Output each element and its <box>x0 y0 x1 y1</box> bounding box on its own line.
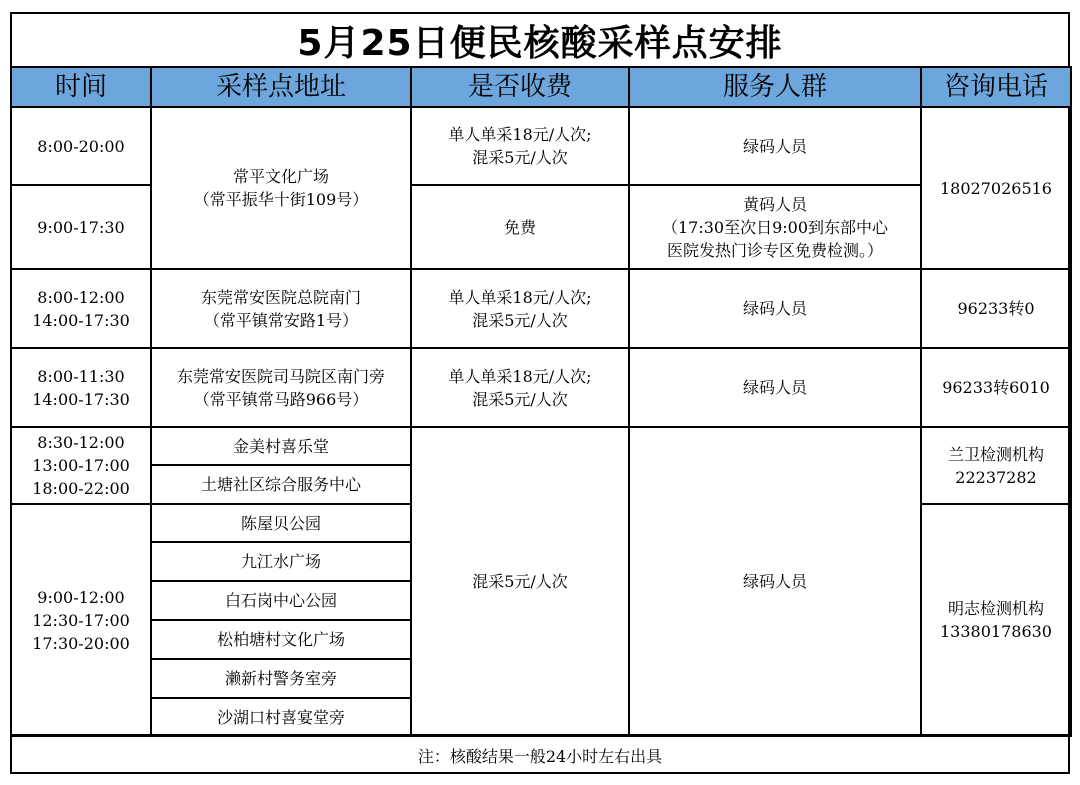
time-line: 8:30-12:00 <box>37 433 125 452</box>
header-phone: 咨询电话 <box>921 67 1071 107</box>
time-cell: 9:00-17:30 <box>11 185 151 269</box>
table-row <box>11 348 1071 427</box>
phone-cell: 96233转0 <box>921 269 1071 348</box>
time-line: 14:00-17:30 <box>32 310 130 330</box>
phone-line: 22237282 <box>955 467 1037 487</box>
page-title: 5月25日便民核酸采样点安排 <box>297 22 783 64</box>
group-cell <box>629 185 921 269</box>
address-detail: （常平镇常安路1号） <box>203 310 359 330</box>
address-name: 东莞常安医院司马院区南门旁 <box>176 366 385 386</box>
address-cell <box>151 107 411 269</box>
time-line: 13:00-17:00 <box>32 456 130 475</box>
time-line: 18:00-22:00 <box>32 479 130 498</box>
time-cell <box>11 269 151 348</box>
address-name: 常平文化广场 <box>232 167 329 186</box>
fee-line: 混采5元/人次 <box>472 148 568 167</box>
group-cell: 绿码人员 <box>629 107 921 185</box>
address-cell: 沙湖口村喜宴堂旁 <box>151 698 411 736</box>
fee-line: 混采5元/人次 <box>472 310 568 330</box>
table-row <box>11 107 1071 185</box>
time-cell <box>11 427 151 504</box>
time-line: 14:00-17:30 <box>32 389 130 409</box>
phone-line: 明志检测机构 <box>947 599 1044 618</box>
phone-cell: 18027026516 <box>921 107 1071 269</box>
group-line: 黄码人员 <box>742 194 807 214</box>
fee-line: 单人单采18元/人次; <box>448 366 592 386</box>
table-row <box>11 269 1071 348</box>
time-line: 8:00-11:30 <box>37 366 125 386</box>
address-cell: 金美村喜乐堂 <box>151 427 411 465</box>
fee-cell <box>411 269 629 348</box>
time-line: 17:30-20:00 <box>32 633 130 653</box>
phone-cell: 96233转6010 <box>921 348 1071 427</box>
address-cell <box>151 348 411 427</box>
phone-cell <box>921 504 1071 736</box>
phone-cell <box>921 427 1071 504</box>
fee-line: 混采5元/人次 <box>472 389 568 409</box>
group-cell: 绿码人员 <box>629 427 921 736</box>
header-fee: 是否收费 <box>411 67 629 107</box>
table-row <box>11 427 1071 465</box>
header-address: 采样点地址 <box>151 67 411 107</box>
group-line: （17:30至次日9:00到东部中心 <box>661 217 889 237</box>
address-cell: 濑新村警务室旁 <box>151 659 411 698</box>
header-row <box>11 67 1071 107</box>
address-name: 东莞常安医院总院南门 <box>200 287 361 307</box>
footnote: 注：核酸结果一般24小时左右出具 <box>10 734 1070 774</box>
fee-line: 单人单采18元/人次; <box>448 287 592 307</box>
fee-cell <box>411 348 629 427</box>
group-cell: 绿码人员 <box>629 348 921 427</box>
header-group: 服务人群 <box>629 67 921 107</box>
address-cell: 松柏塘村文化广场 <box>151 620 411 659</box>
time-line: 9:00-12:00 <box>37 587 125 607</box>
address-detail: （常平振华十街109号） <box>193 190 369 209</box>
phone-line: 13380178630 <box>940 622 1052 641</box>
schedule-table <box>10 66 1072 737</box>
address-cell <box>151 269 411 348</box>
fee-cell: 免费 <box>411 185 629 269</box>
phone-line: 兰卫检测机构 <box>947 444 1044 464</box>
time-cell: 8:00-20:00 <box>11 107 151 185</box>
time-cell <box>11 348 151 427</box>
fee-line: 单人单采18元/人次; <box>448 125 592 144</box>
time-cell <box>11 504 151 736</box>
fee-cell <box>411 107 629 185</box>
time-line: 8:00-12:00 <box>37 287 125 307</box>
address-cell: 土塘社区综合服务中心 <box>151 465 411 504</box>
address-cell: 九江水广场 <box>151 542 411 581</box>
header-time: 时间 <box>11 67 151 107</box>
fee-cell: 混采5元/人次 <box>411 427 629 736</box>
address-cell: 陈屋贝公园 <box>151 504 411 542</box>
address-cell: 白石岗中心公园 <box>151 581 411 620</box>
time-line: 12:30-17:00 <box>32 610 130 630</box>
address-detail: （常平镇常马路966号） <box>193 389 369 409</box>
group-line: 医院发热门诊专区免费检测。） <box>666 240 883 260</box>
group-cell: 绿码人员 <box>629 269 921 348</box>
